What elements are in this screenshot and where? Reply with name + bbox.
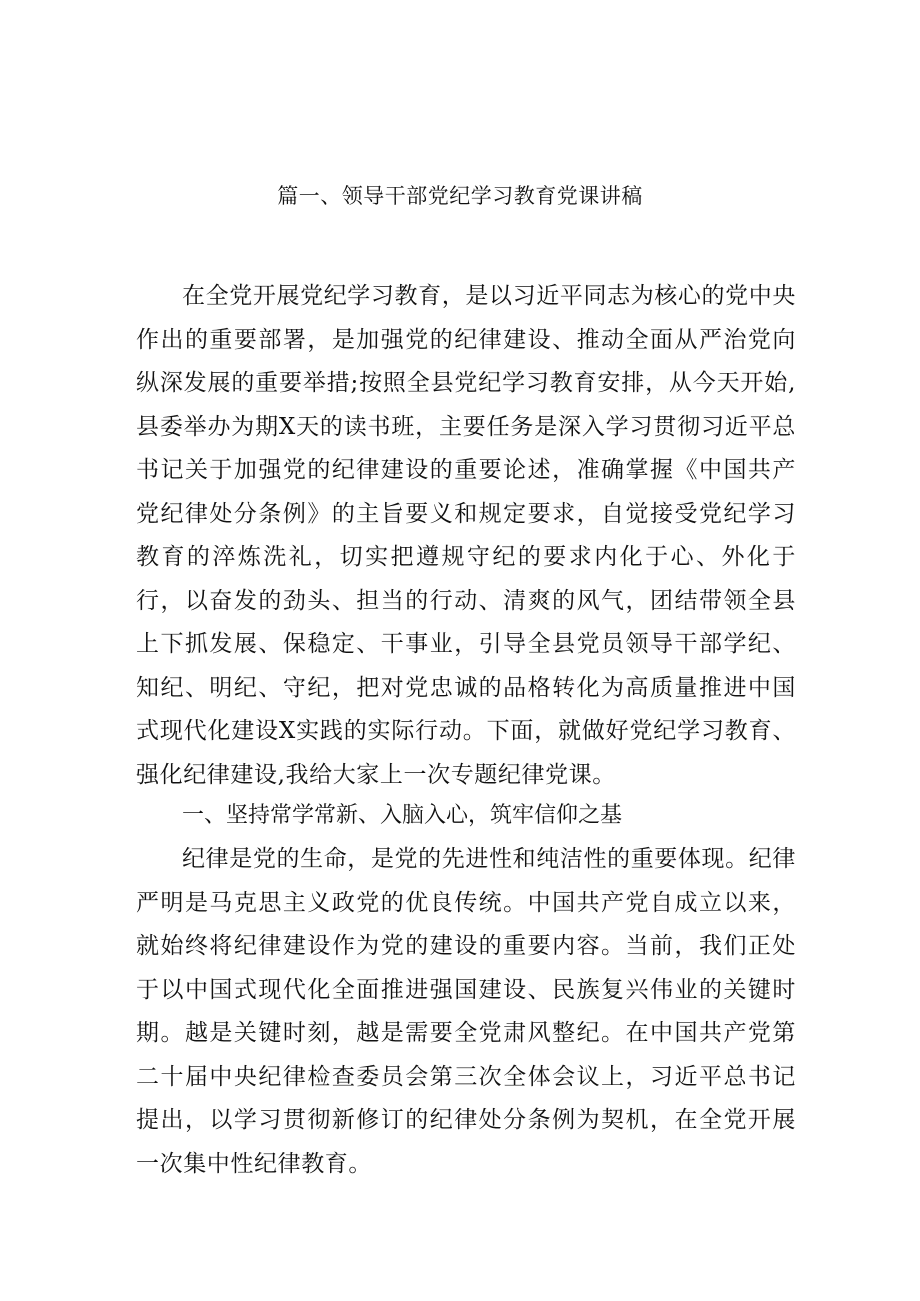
section-paragraph: 纪律是党的生命，是党的先进性和纯洁性的重要体现。纪律严明是马克思主义政党的优良传统。中国共产党自成立以来，就始终将纪律建设作为党的建设的重要内容。当前，我们正处于以中国式现代化全面推进强国建设、民族复兴伟业的关键时期。越是关键时刻，越是需要全党肃风整纪。在中国共产党第二十届中央纪律检查委员会第三次全体会议上，习近平总书记提出，以学习贯彻新修订的纪律处分条例为契机，在全党开展一次集中性纪律教育。 [136, 846, 796, 1177]
section-heading: 一、坚持常学常新、入脑入心，筑牢信仰之基 [182, 803, 623, 828]
document-title: 篇一、领导干部党纪学习教育党课讲稿 [277, 184, 643, 208]
intro-paragraph: 在全党开展党纪学习教育，是以习近平同志为核心的党中央作出的重要部署，是加强党的纪律建设、推动全面从严治党向纵深发展的重要举措;按照全县党纪学习教育安排，从今天开始,县委举办为期X天的读书班，主要任务是深入学习贯彻习近平总书记关于加强党的纪律建设的重要论述，准确掌握《中国共产党纪律处分条例》的主旨要义和规定要求，自觉接受党纪学习教育的淬炼洗礼，切实把遵规守纪的要求内化于心、外化于行，以奋发的劲头、担当的行动、清爽的风气，团结带领全县上下抓发展、保稳定、干事业，引导全县党员领导干部学纪、知纪、明纪、守纪，把对党忠诚的品格转化为高质量推进中国式现代化建设X实践的实际行动。下面，就做好党纪学习教育、强化纪律建设,我给大家上一次专题纪律党课。 [136, 283, 796, 788]
